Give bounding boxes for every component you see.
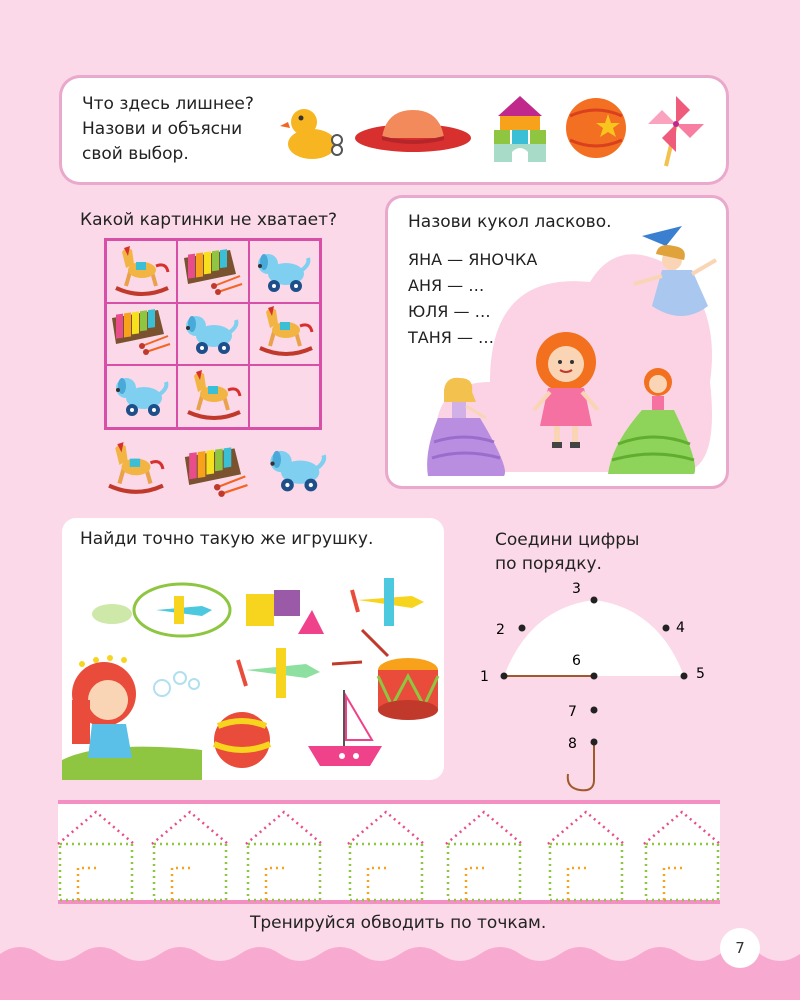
task5-line-2: по порядку.	[495, 554, 602, 574]
ball-icon[interactable]	[564, 96, 632, 160]
dog-toy-icon	[180, 308, 242, 358]
horse-toy-icon	[112, 244, 172, 300]
dot-label-6: 6	[572, 653, 581, 669]
hat-icon[interactable]	[352, 108, 474, 154]
task4-title: Найди точно такую же игрушку.	[80, 529, 374, 549]
answer-xylophone-icon[interactable]	[178, 444, 250, 498]
duck-toy-icon[interactable]	[282, 100, 352, 162]
doll-name-2: АНЯ — …	[408, 276, 485, 295]
doll-name-3: ЮЛЯ — …	[408, 302, 491, 321]
dot-label-7: 7	[568, 704, 577, 720]
task2-title: Какой картинки не хватает?	[80, 210, 338, 230]
answer-dog-icon[interactable]	[264, 442, 330, 496]
horse-toy-icon	[256, 304, 316, 360]
task1-line-1: Что здесь лишнее?	[82, 94, 254, 114]
doll-pink-icon	[520, 330, 612, 452]
fairy-doll-icon	[612, 226, 722, 336]
xylophone-icon	[178, 246, 244, 296]
dot-label-1: 1	[480, 669, 489, 685]
doll-green-icon	[604, 364, 700, 480]
toy-blocks-icon[interactable]	[490, 94, 550, 164]
dog-toy-icon	[110, 370, 172, 420]
horse-toy-icon	[184, 368, 244, 424]
dotted-houses-row[interactable]	[58, 800, 720, 904]
task1-line-3: свой выбор.	[82, 144, 189, 164]
dot-label-2: 2	[496, 622, 505, 638]
doll-name-4: ТАНЯ — …	[408, 328, 495, 347]
page-number: 7	[720, 928, 760, 968]
task1-line-2: Назови и объясни	[82, 119, 243, 139]
doll-name-1: ЯНА — ЯНОЧКА	[408, 250, 538, 269]
doll-purple-icon	[424, 372, 514, 482]
bottom-wave	[0, 940, 800, 1000]
dot-label-4: 4	[676, 620, 685, 636]
xylophone-icon	[106, 306, 172, 356]
umbrella-dot-puzzle[interactable]	[470, 570, 730, 800]
dot-label-8: 8	[568, 736, 577, 752]
task6-caption: Тренируйся обводить по точкам.	[250, 913, 547, 933]
dot-label-5: 5	[696, 666, 705, 682]
task5-line-1: Соедини цифры	[495, 530, 640, 550]
task3-title: Назови кукол ласково.	[408, 212, 612, 232]
grid-cell-empty[interactable]	[249, 365, 320, 428]
toys-scene	[62, 560, 444, 780]
dog-toy-icon	[252, 246, 314, 296]
dot-label-3: 3	[572, 581, 581, 597]
pinwheel-icon[interactable]	[646, 92, 708, 170]
answer-horse-icon[interactable]	[104, 440, 168, 498]
